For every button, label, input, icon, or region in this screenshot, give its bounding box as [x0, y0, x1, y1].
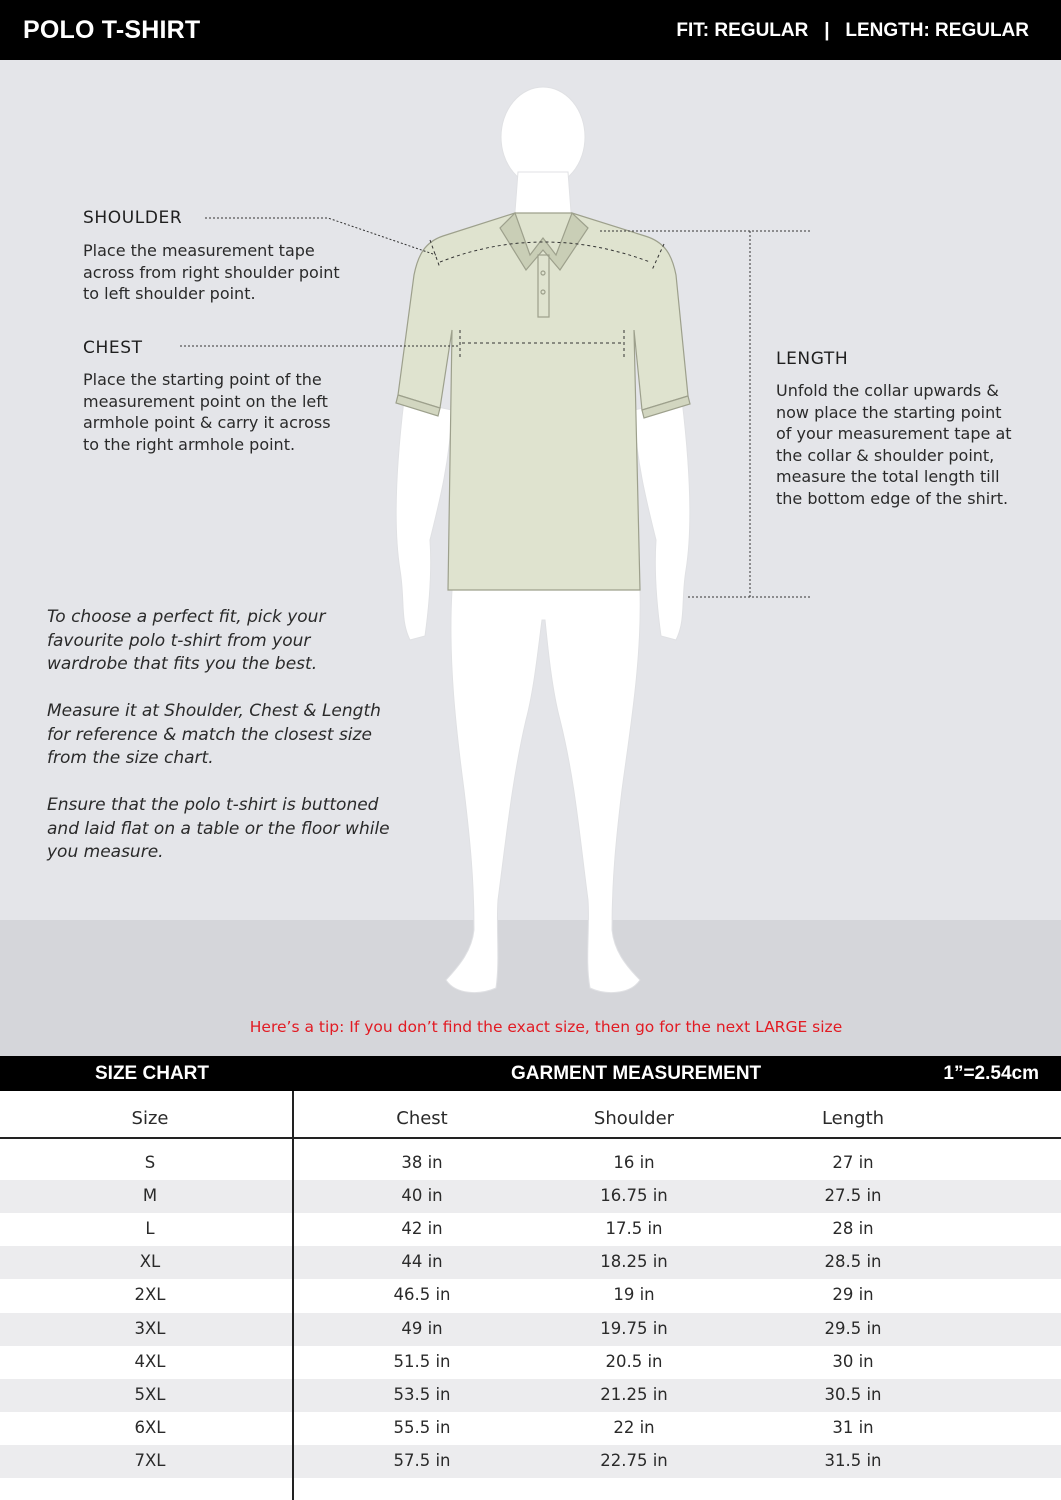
cell-length: 28.5 in	[824, 1252, 882, 1272]
column-header-length: Length	[821, 1108, 885, 1129]
cell-size: XL	[139, 1252, 161, 1272]
chest-heading: CHEST	[83, 338, 143, 358]
chest-description: Place the starting point of the measurement point on the left armhole point & carry it across to the right armhole point.	[83, 370, 331, 454]
table-row	[0, 1445, 1061, 1478]
cell-length: 28 in	[832, 1219, 874, 1239]
cell-size: 3XL	[134, 1318, 166, 1338]
cell-size: S	[144, 1153, 156, 1172]
product-title: POLO T-SHIRT	[23, 16, 201, 44]
table-row	[0, 1246, 1061, 1279]
cell-length: 30 in	[832, 1351, 874, 1371]
cell-chest: 38 in	[401, 1153, 443, 1172]
column-header-shoulder: Shoulder	[593, 1108, 675, 1129]
unit-conversion: 1”=2.54cm	[943, 1063, 1039, 1084]
table-row	[0, 1313, 1061, 1346]
cell-size: 5XL	[134, 1384, 166, 1404]
cell-shoulder: 18.25 in	[600, 1252, 668, 1272]
cell-chest: 46.5 in	[393, 1285, 451, 1305]
cell-chest: 57.5 in	[393, 1450, 451, 1470]
size-table	[0, 1091, 1061, 1500]
cell-shoulder: 21.25 in	[600, 1384, 668, 1404]
cell-length: 31 in	[832, 1417, 874, 1437]
cell-size: 2XL	[134, 1285, 166, 1305]
cell-chest: 51.5 in	[393, 1351, 451, 1371]
cell-chest: 40 in	[401, 1186, 443, 1206]
cell-shoulder: 16.75 in	[600, 1186, 668, 1206]
shoulder-heading: SHOULDER	[83, 208, 183, 228]
table-row	[0, 1379, 1061, 1412]
cell-chest: 55.5 in	[393, 1417, 451, 1437]
cell-chest: 49 in	[401, 1318, 443, 1338]
cell-shoulder: 19 in	[613, 1285, 655, 1305]
cell-length: 30.5 in	[824, 1384, 882, 1404]
cell-size: 7XL	[134, 1450, 166, 1470]
cell-shoulder: 22.75 in	[600, 1450, 668, 1470]
table-row	[0, 1213, 1061, 1246]
fit-note-3: Ensure that the polo t-shirt is buttoned and laid flat on a table or the floor while you measure.	[47, 795, 390, 862]
mannequin-right-arm	[634, 400, 690, 640]
cell-chest: 44 in	[401, 1252, 443, 1272]
shoulder-description: Place the measurement tape across from right shoulder point to left shoulder point.	[83, 241, 340, 303]
mannequin-left-arm	[396, 400, 452, 640]
column-divider	[292, 1091, 294, 1500]
cell-shoulder: 16 in	[613, 1153, 655, 1172]
cell-shoulder: 22 in	[613, 1417, 655, 1437]
header-divider	[0, 1137, 1061, 1139]
shirt-body	[398, 213, 688, 590]
cell-shoulder: 20.5 in	[605, 1351, 663, 1371]
cell-length: 31.5 in	[824, 1450, 882, 1470]
table-row	[0, 1147, 1061, 1180]
fit-note-1: To choose a perfect fit, pick your favourite polo t-shirt from your wardrobe that fits you the best.	[47, 607, 326, 674]
size-chart-label: SIZE CHART	[95, 1063, 209, 1084]
column-header-chest: Chest	[396, 1108, 448, 1129]
length-description: Unfold the collar upwards & now place the starting point of your measurement tape at the collar & shoulder point, measure the total length till the bottom edge of the shirt.	[776, 381, 1012, 508]
cell-size: M	[142, 1186, 158, 1206]
fit-note-2: Measure it at Shoulder, Chest & Length for reference & match the closest size from the size chart.	[47, 701, 381, 768]
fit-length-info: FIT: REGULAR | LENGTH: REGULAR	[676, 20, 1029, 41]
cell-size: 6XL	[134, 1417, 166, 1437]
length-heading: LENGTH	[776, 349, 849, 369]
cell-chest: 53.5 in	[393, 1384, 451, 1404]
table-row	[0, 1412, 1061, 1445]
cell-length: 29 in	[832, 1285, 874, 1305]
mannequin-legs	[446, 590, 640, 993]
table-row	[0, 1346, 1061, 1379]
column-header-size: Size	[131, 1108, 169, 1129]
cell-shoulder: 19.75 in	[600, 1318, 668, 1338]
cell-length: 27 in	[832, 1153, 874, 1172]
header-bar	[0, 0, 1061, 60]
cell-size: L	[145, 1219, 155, 1239]
cell-length: 27.5 in	[824, 1186, 882, 1206]
size-chart-header	[0, 1056, 1061, 1091]
table-row	[0, 1180, 1061, 1213]
size-tip: Here’s a tip: If you don’t find the exact size, then go for the next LARGE size	[249, 1018, 843, 1036]
cell-chest: 42 in	[401, 1219, 443, 1239]
cell-length: 29.5 in	[824, 1318, 882, 1338]
cell-shoulder: 17.5 in	[605, 1219, 663, 1239]
garment-measurement-label: GARMENT MEASUREMENT	[511, 1063, 762, 1084]
table-row	[0, 1279, 1061, 1312]
cell-size: 4XL	[134, 1351, 166, 1371]
